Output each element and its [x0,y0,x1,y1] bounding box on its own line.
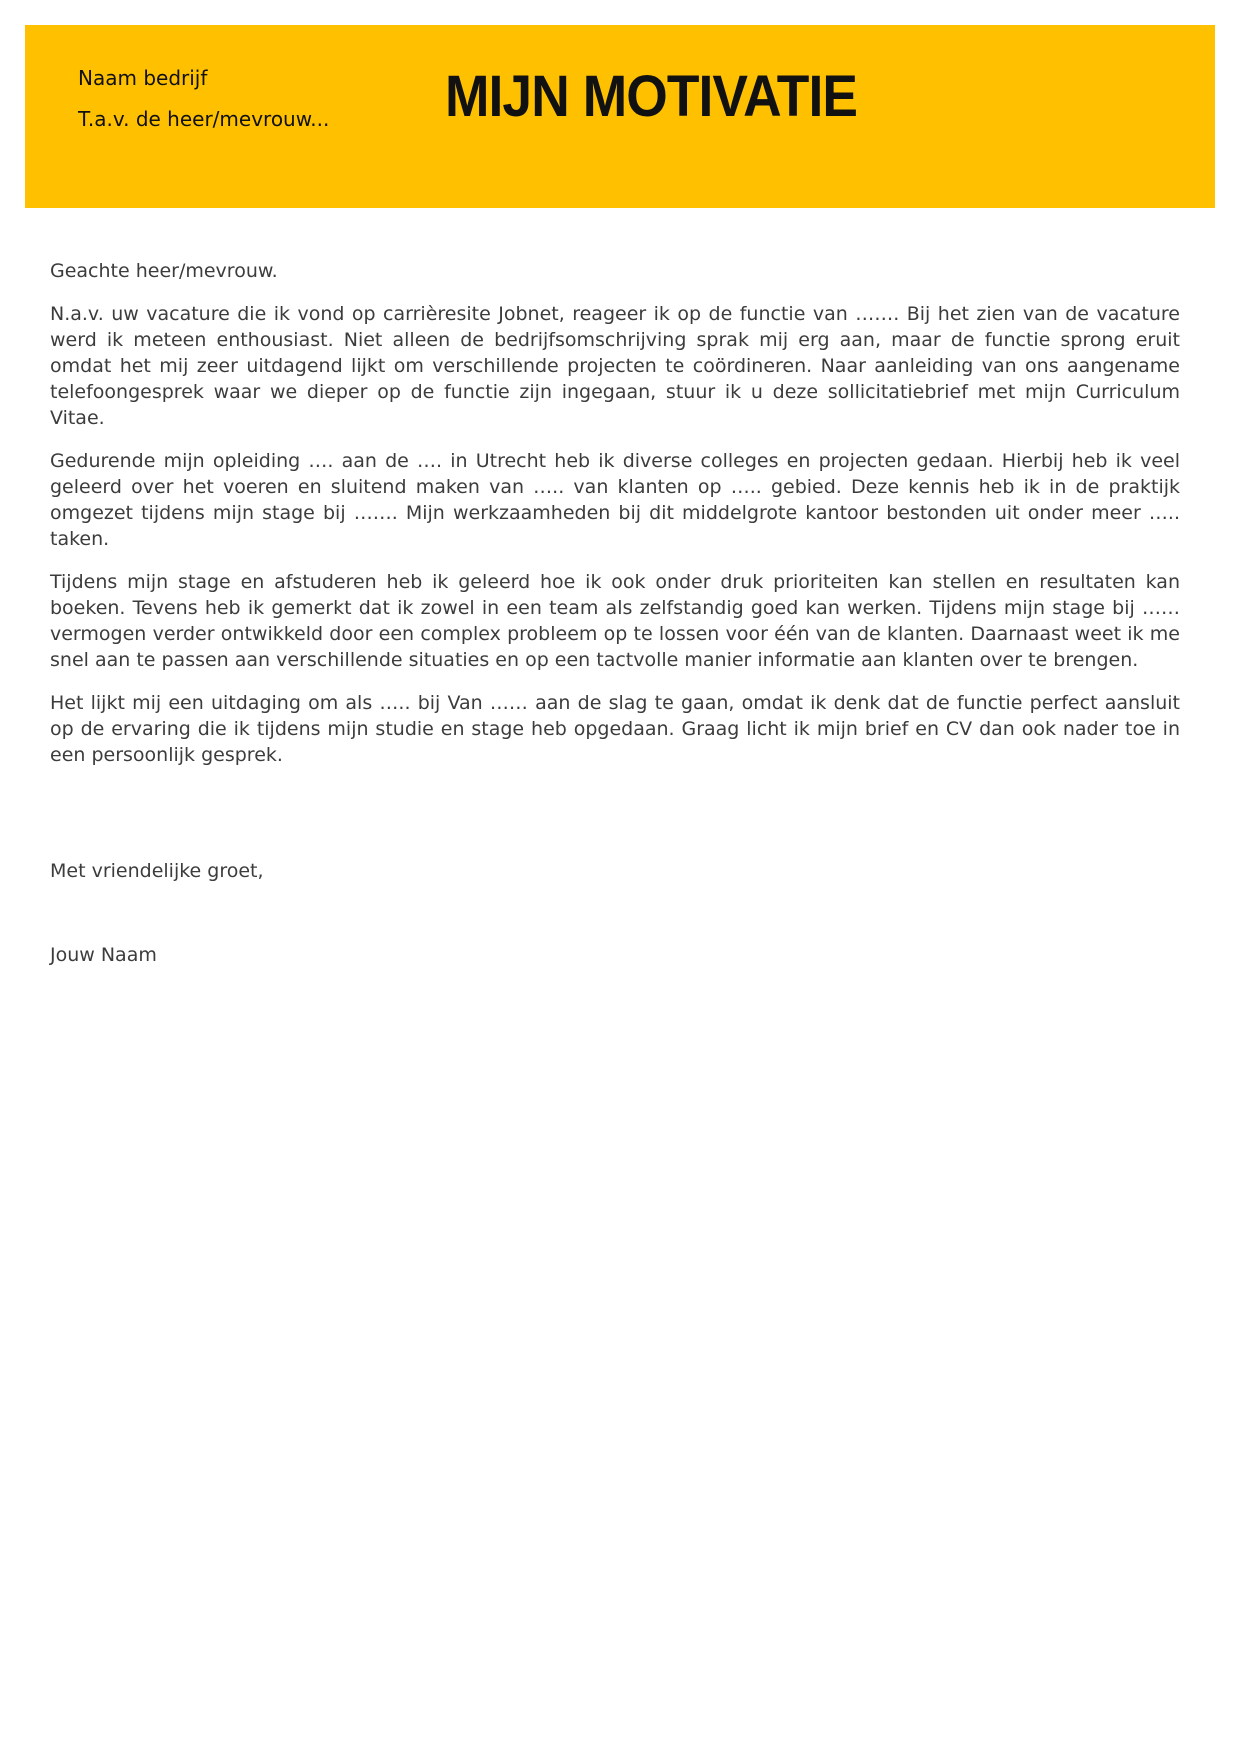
signature-name: Jouw Naam [50,944,157,966]
paragraph-education: Gedurende mijn opleiding …. aan de …. in Utrecht heb ik diverse colleges en projecten gedaan. Hierbij heb ik veel geleerd over het voeren en sluitend maken van ….. van klanten op ….. gebied. Deze kennis heb ik in de praktijk omgezet tijdens mijn stage bij ……. Mijn werkzaamheden bij dit middelgrote kantoor bestonden uit onder meer ….. taken. [50,450,1180,550]
salutation: Geachte heer/mevrouw. [50,260,278,282]
recipient-block [78,58,329,140]
header-band [25,25,1215,208]
closing-line: Met vriendelijke groet, [50,860,264,882]
company-name: Naam bedrijf [78,66,208,90]
paragraph-intro: N.a.v. uw vacature die ik vond op carrièresite Jobnet, reageer ik op de functie van ……. Bij het zien van de vacature werd ik meteen enthousiast. Niet alleen de bedrijfsomschrijving sprak mij erg aan, maar de functie sprong eruit omdat het mij zeer uitdagend lijkt om verschillende projecten te coördineren. Naar aanleiding van ons aangename telefoongesprek waar we dieper op de functie zijn ingegaan, stuur ik u deze sollicitatiebrief met mijn Curriculum Vitae. [50,303,1180,429]
letter-body [50,258,1180,785]
paragraph-conclusion: Het lijkt mij een uitdaging om als ….. bij Van …… aan de slag te gaan, omdat ik denk dat de functie perfect aansluit op de ervaring die ik tijdens mijn studie en stage heb opgedaan. Graag licht ik mijn brief en CV dan ook nader toe in een persoonlijk gesprek. [50,692,1180,766]
paragraph-skills: Tijdens mijn stage en afstuderen heb ik geleerd hoe ik ook onder druk prioriteiten kan stellen en resultaten kan boeken. Tevens heb ik gemerkt dat ik zowel in een team als zelfstandig goed kan werken. Tijdens mijn stage bij …… vermogen verder ontwikkeld door een complex probleem op te lossen voor één van de klanten. Daarnaast weet ik me snel aan te passen aan verschillende situaties en op een tactvolle manier informatie aan klanten over te brengen. [50,571,1180,671]
page-title: MIJN MOTIVATIE [445,64,858,129]
attention-line: T.a.v. de heer/mevrouw... [78,107,330,131]
